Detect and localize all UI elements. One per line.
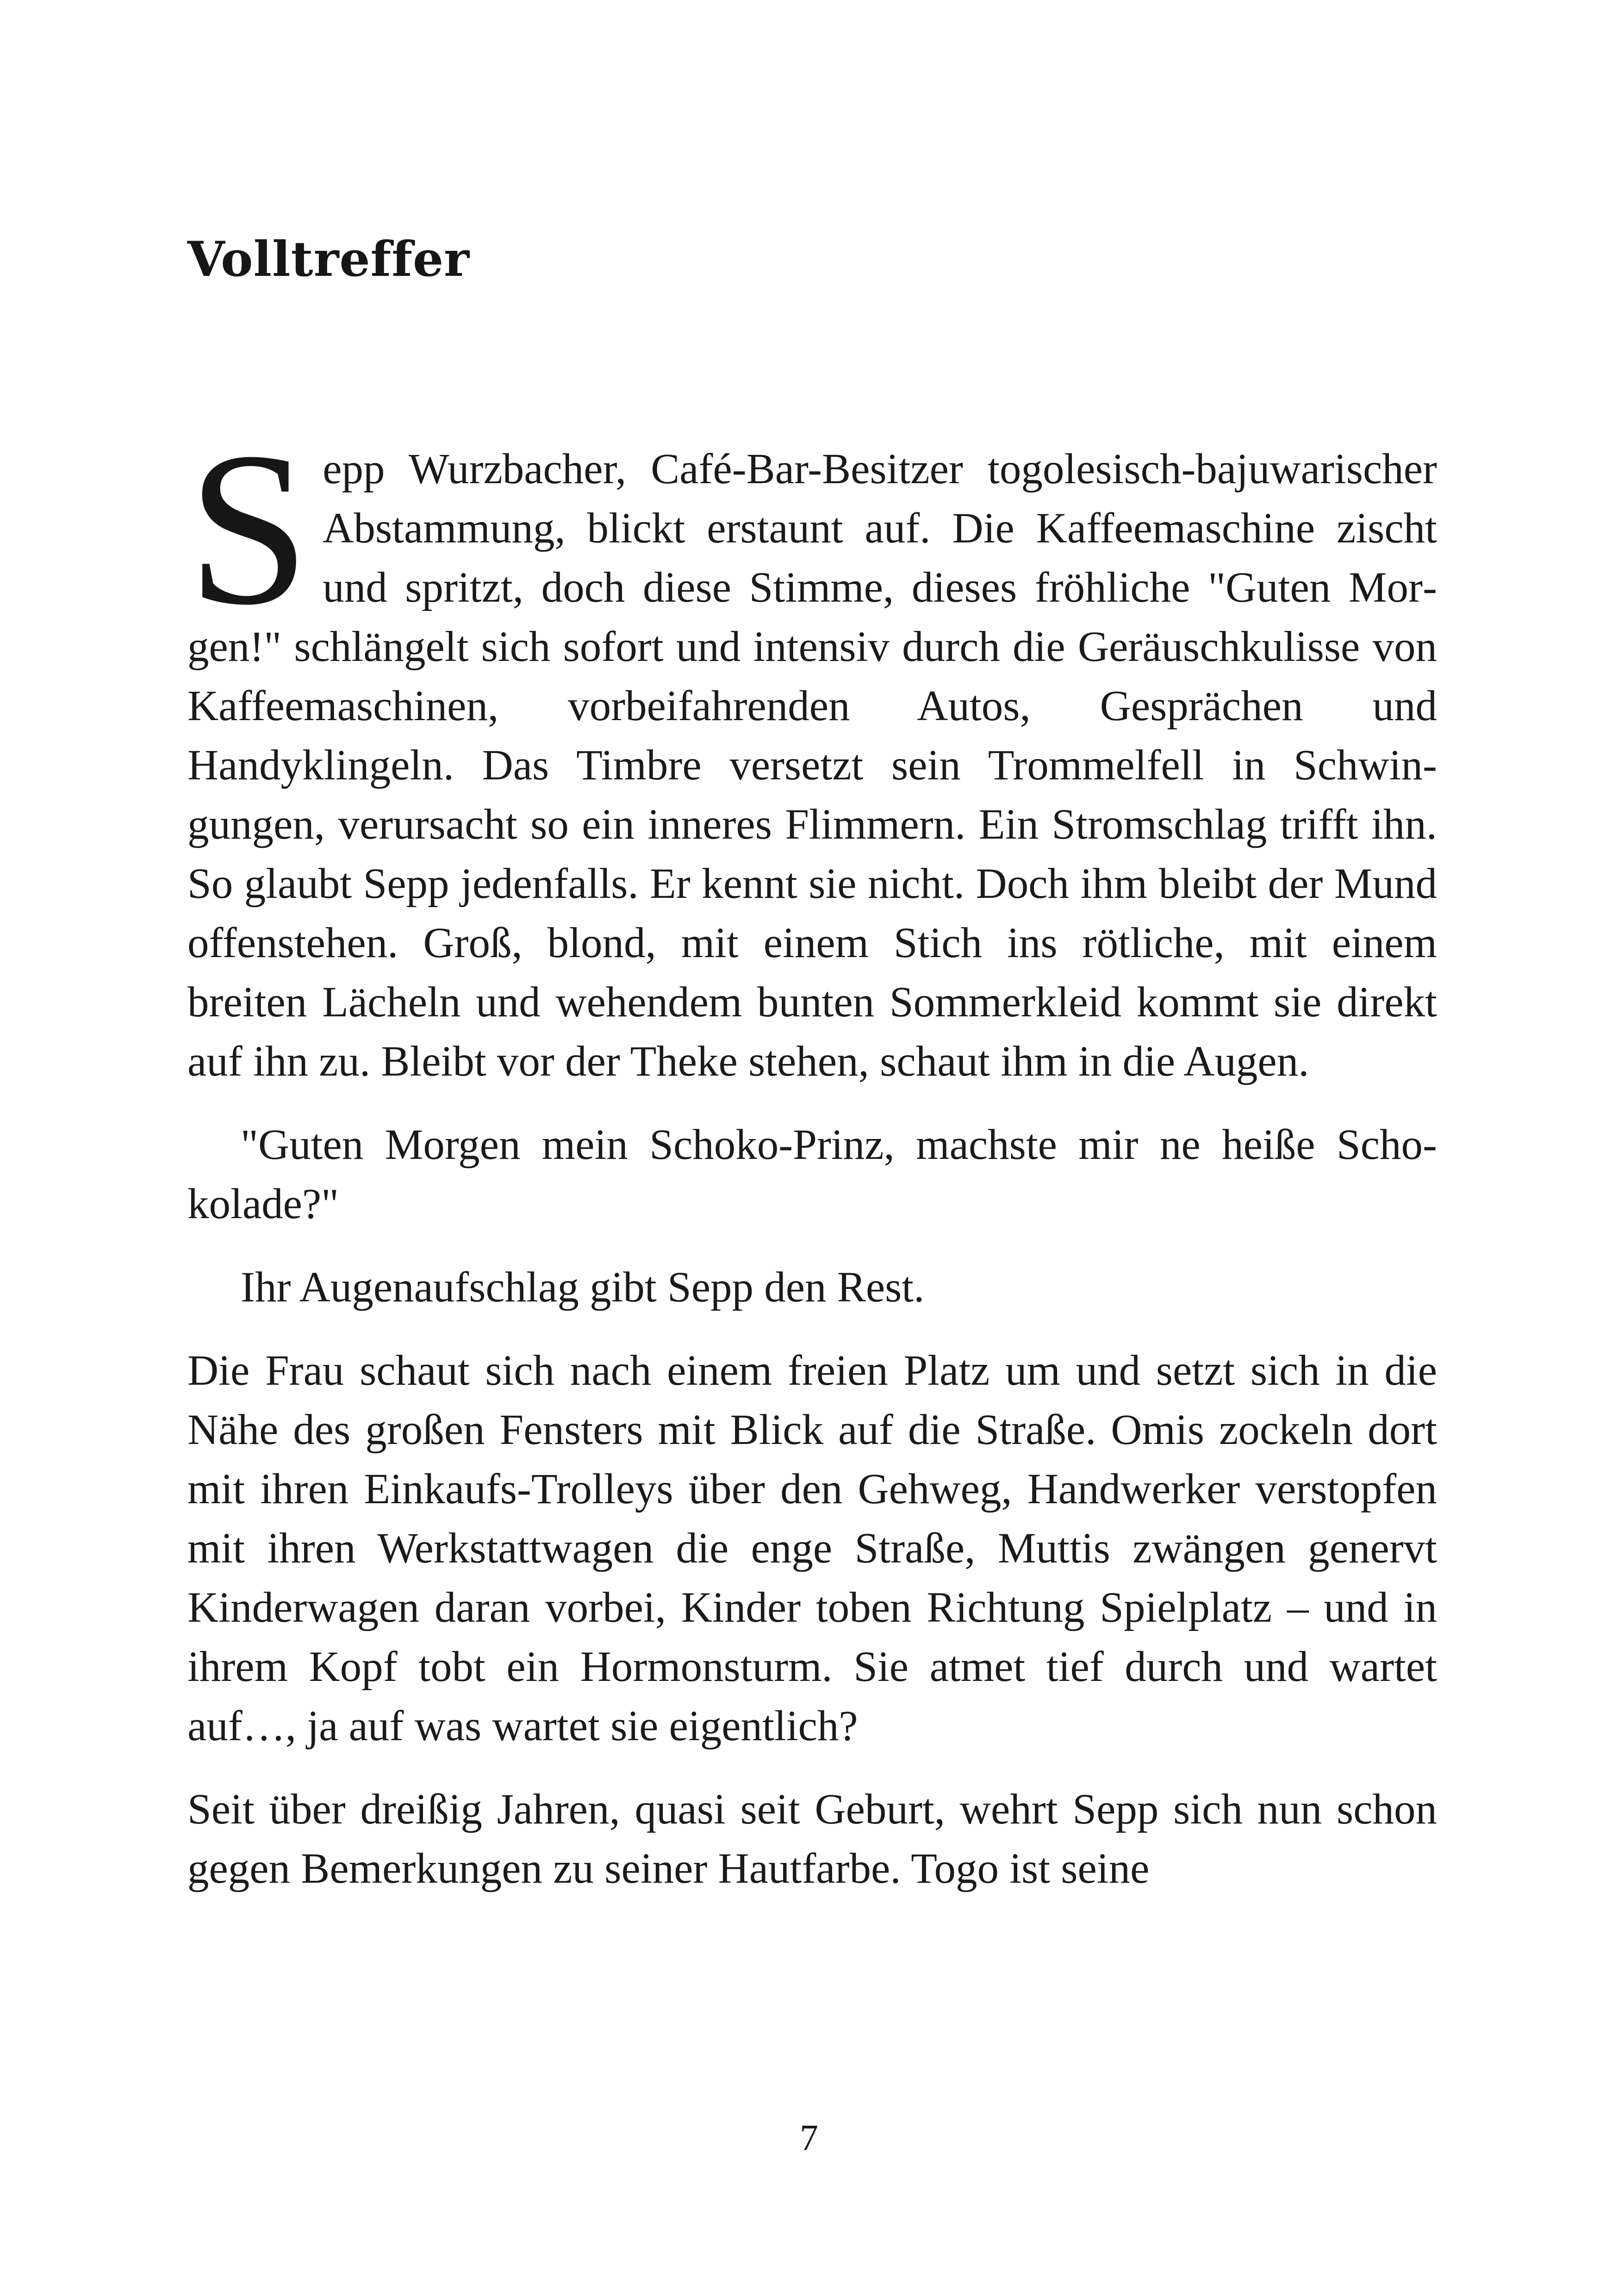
body-text [187,407,1437,1898]
paragraph-backstory: Seit über dreißig Jahren, quasi seit Geburt, wehrt Sepp sich nun schon gegen Bemerkungen zu seiner Hautfarbe. Togo ist seine [187,1786,1437,1892]
drop-cap-letter: S [187,407,310,650]
page-number: 7 [800,2118,818,2159]
paragraph-window-scene: Die Frau schaut sich nach einem freien Platz um und setzt sich in die Nähe des großen Fensters mit Blick auf die Straße. Omis zockeln dort mit ihren Einkaufs-Trolleys über den Gehweg, Handwerker verstopfen mit ihren Werkstattwagen die enge Straße, Muttis zwängen genervt Kinderwagen daran vorbei, Kinder toben Richtung Spielplatz – und in ihrem Kopf tobt ein Hormonsturm. Sie atmet tief durch und wartet auf…, ja auf was wartet sie eigentlich? [187,1347,1437,1750]
chapter-title: Volltreffer [187,230,470,287]
paragraph-dialogue: "Guten Morgen mein Schoko-Prinz, machste mir ne heiße Schokolade?" [187,1121,1437,1228]
paragraph-opening-text: epp Wurzbacher, Café-Bar-Besitzer togolesisch-bajuwarischer Abstammung, blickt erstaunt auf. Die Kaffeemaschine zischt und spritzt, doch diese Stimme, dieses fröhliche "Guten Morgen!" schlängelt sich sofort und intensiv durch die Geräuschkulisse von Kaffeemaschinen, vorbeifahrenden Autos, Gesprächen und Handyklingeln. Das Timbre versetzt sein Trommelfell in Schwingungen, verursacht so ein inneres Flimmern. Ein Stromschlag trifft ihn. So glaubt Sepp jedenfalls. Er kennt sie nicht. Doch ihm bleibt der Mund offenstehen. Groß, blond, mit einem Stich ins rötliche, mit einem breiten Lächeln und wehendem bunten Sommerkleid kommt sie direkt auf ihn zu. Bleibt vor der Theke stehen, schaut ihm in die Augen. [187,445,1437,1085]
paragraph-reaction: Ihr Augenaufschlag gibt Sepp den Rest. [241,1263,925,1311]
paragraph-opening [187,407,1437,1091]
